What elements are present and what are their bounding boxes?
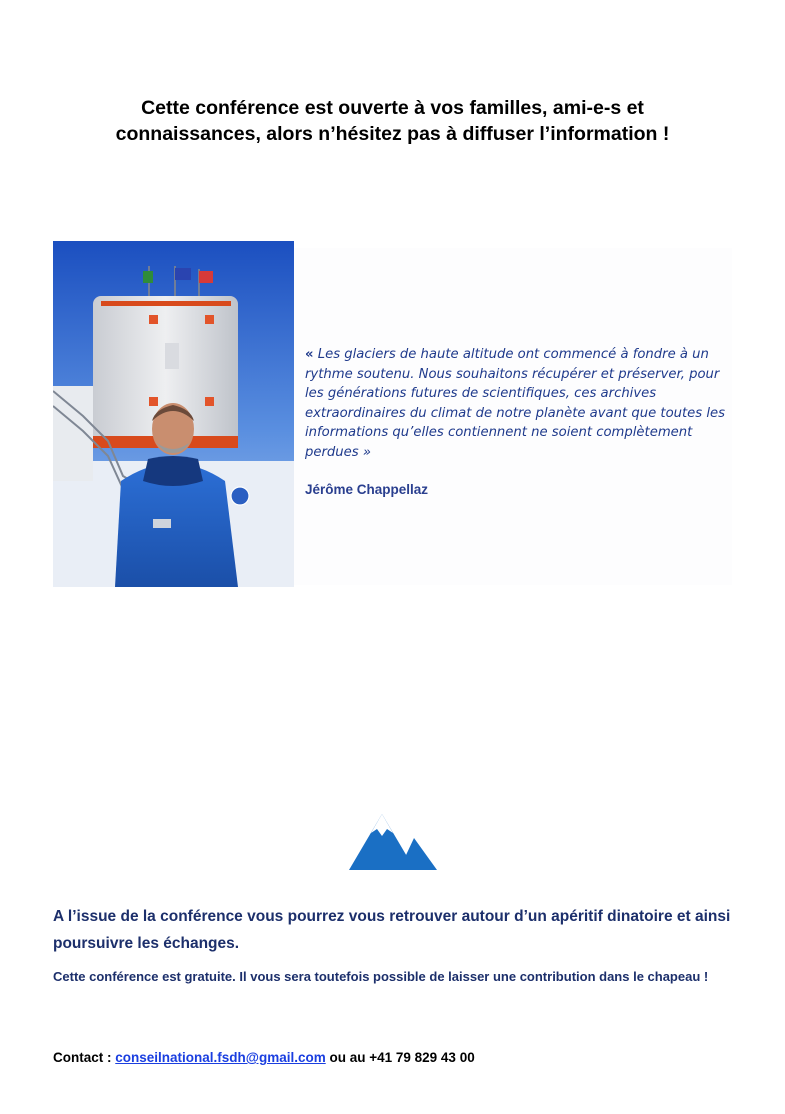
quote-open-mark: « [305, 347, 314, 362]
contact-line [53, 1050, 475, 1065]
contact-email-link[interactable]: conseilnational.fsdh@gmail.com [115, 1050, 326, 1065]
headline-line-2: connaissances, alors n’hésitez pas à diffuser l’information ! [115, 123, 670, 145]
quote-body: Les glaciers de haute altitude ont commencé à fondre à un rythme soutenu. Nous souhaitons récupérer et préserver, pour les générations futures de scientifiques, ces archives extraordinaires du climat de notre planète avant que toutes les informations qu’elles contiennent ne soient complètement perdues [305, 347, 725, 460]
portrait-photo [53, 241, 294, 587]
quote-text [305, 345, 725, 462]
watermark-band-1 [40, 140, 745, 174]
headline-line-1: Cette conférence est ouverte à vos familles, ami-e-s et [141, 97, 644, 119]
mountain-icon [347, 812, 439, 872]
contact-label: Contact : [53, 1050, 112, 1065]
watermark-band-2 [40, 185, 745, 219]
contact-phone: ou au +41 79 829 43 00 [329, 1050, 475, 1065]
quote-author: Jérôme Chappellaz [305, 482, 429, 497]
free-admission-info: Cette conférence est gratuite. Il vous sera toutefois possible de laisser une contribution dans le chapeau ! [53, 969, 709, 984]
aperitif-info: A l’issue de la conférence vous pourrez vous retrouver autour d’un apéritif dinatoire et ainsi poursuivre les échanges. [53, 908, 731, 952]
quote-close-mark: » [362, 444, 371, 460]
